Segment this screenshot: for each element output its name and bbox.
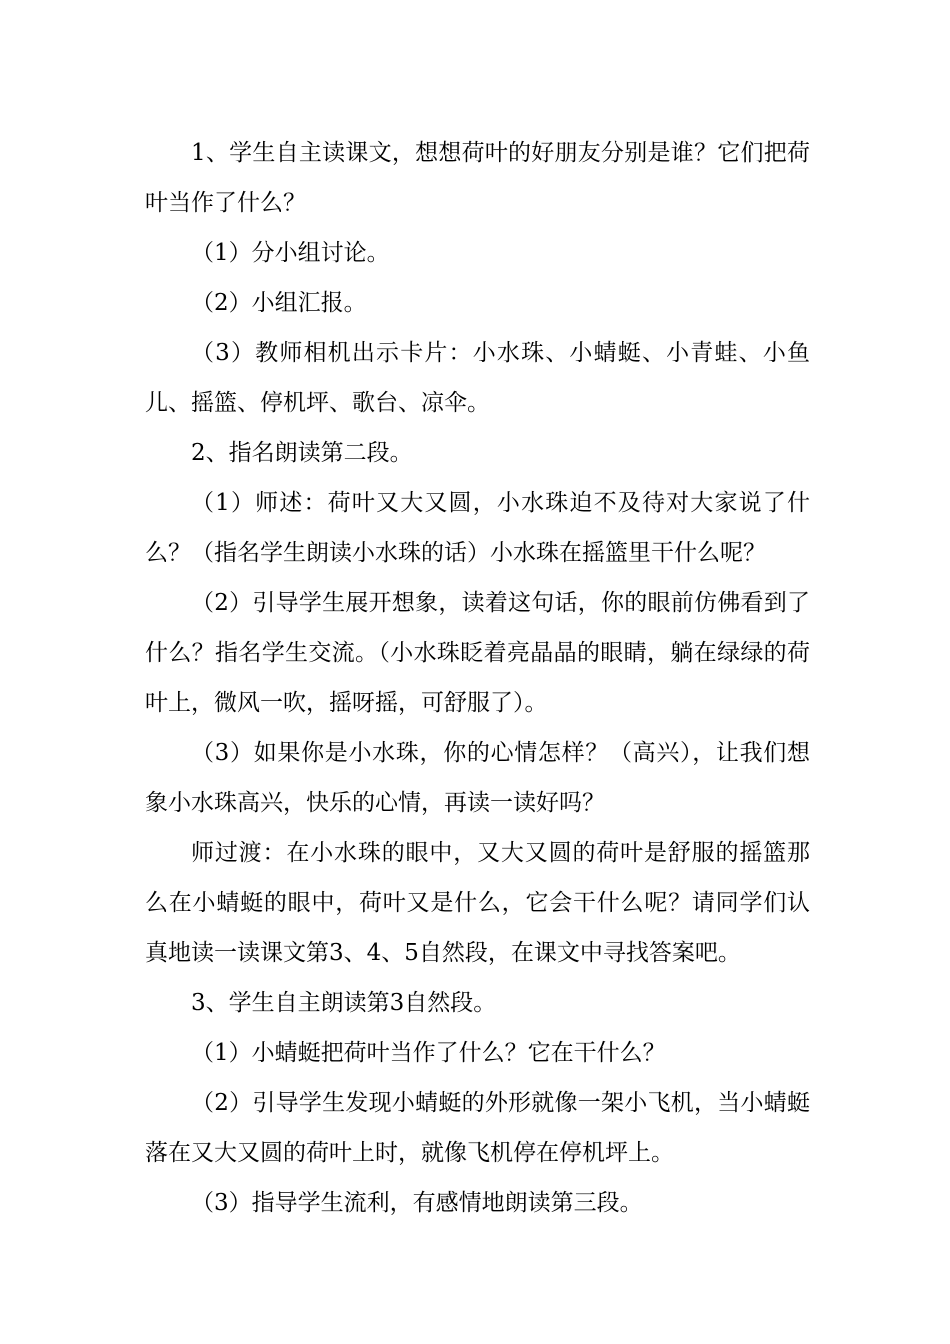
paragraph-step-2-3: （3）如果你是小水珠，你的心情怎样？（高兴），让我们想象小水珠高兴，快乐的心情，再读一读好吗？ — [145, 740, 810, 816]
paragraph-step-1-1: （1）分小组讨论。 — [191, 240, 390, 266]
paragraph-question-1: 1、学生自主读课文，想想荷叶的好朋友分别是谁？它们把荷叶当作了什么？ — [145, 140, 810, 216]
paragraph-question-2: 2、指名朗读第二段。 — [191, 440, 413, 466]
paragraph-step-1-2: （2）小组汇报。 — [191, 290, 367, 316]
paragraph-step-2-1: （1）师述：荷叶又大又圆，小水珠迫不及待对大家说了什么？（指名学生朗读小水珠的话）小水珠在摇篮里干什么呢？ — [145, 490, 810, 566]
paragraph-step-3-2: （2）引导学生发现小蜻蜓的外形就像一架小飞机，当小蜻蜓落在又大又圆的荷叶上时，就像飞机停在停机坪上。 — [145, 1090, 810, 1166]
paragraph-step-3-3: （3）指导学生流利，有感情地朗读第三段。 — [191, 1190, 643, 1216]
paragraph-question-3: 3、学生自主朗读第3自然段。 — [191, 990, 497, 1016]
paragraph-transition: 师过渡：在小水珠的眼中，又大又圆的荷叶是舒服的摇篮那么在小蜻蜓的眼中，荷叶又是什么，它会干什么呢？请同学们认真地读一读课文第3、4、5自然段，在课文中寻找答案吧。 — [145, 840, 810, 966]
document-body — [145, 128, 810, 1228]
paragraph-step-3-1: （1）小蜻蜓把荷叶当作了什么？它在干什么？ — [191, 1040, 666, 1066]
paragraph-step-2-2: （2）引导学生展开想象，读着这句话，你的眼前仿佛看到了什么？指名学生交流。（小水珠眨着亮晶晶的眼睛，躺在绿绿的荷叶上，微风一吹，摇呀摇，可舒服了）。 — [145, 590, 810, 716]
paragraph-step-1-3: （3）教师相机出示卡片：小水珠、小蜻蜓、小青蛙、小鱼儿、摇篮、停机坪、歌台、凉伞。 — [145, 340, 810, 416]
